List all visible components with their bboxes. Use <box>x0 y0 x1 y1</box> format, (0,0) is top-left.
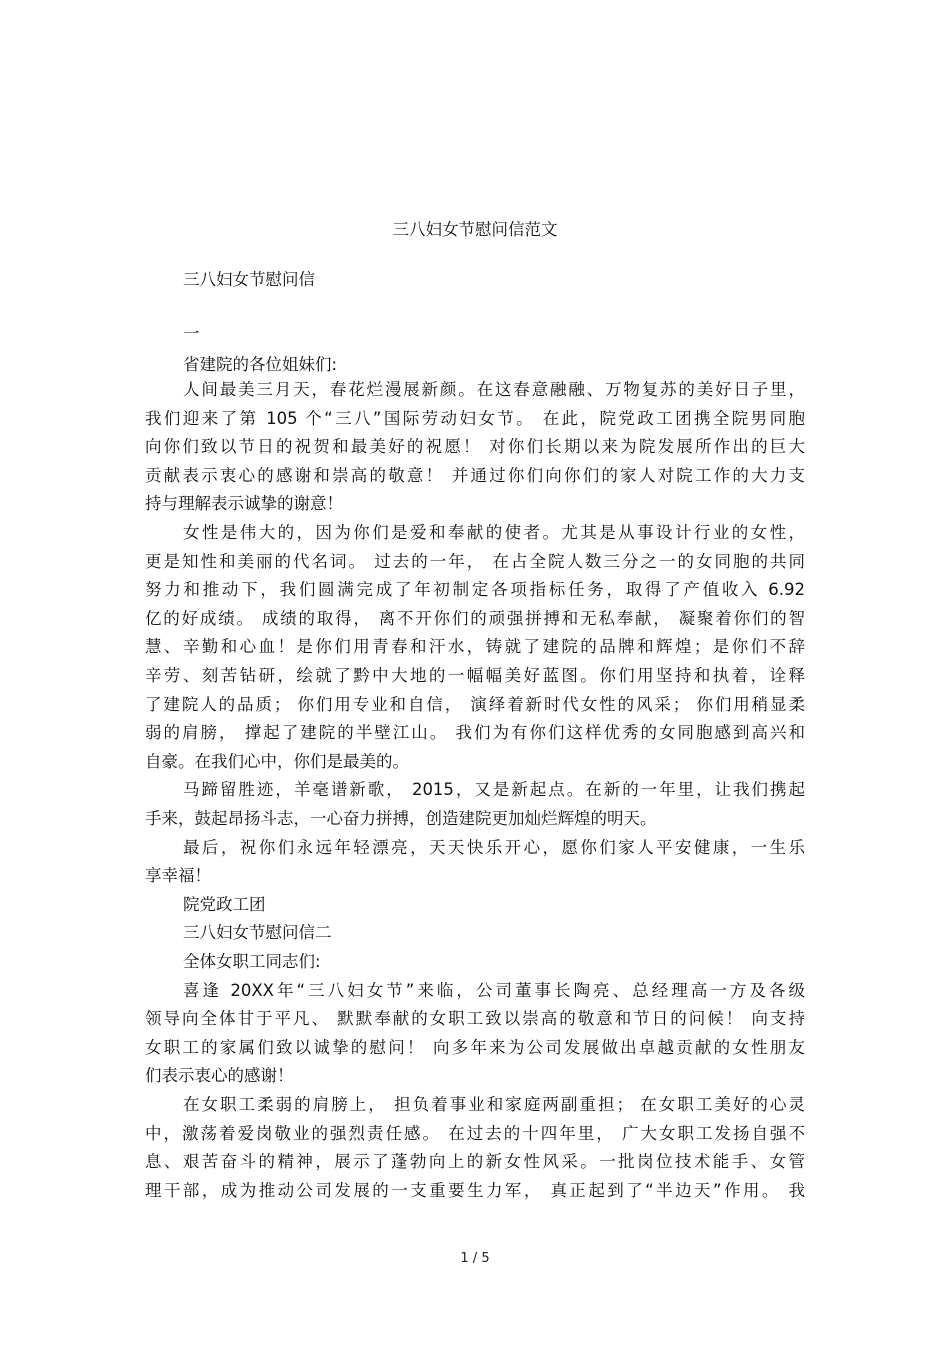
greeting-line: 省建院的各位姐妹们: <box>183 355 338 374</box>
section-mark: 一 <box>183 324 200 343</box>
body-line: 院党政工团 <box>183 894 266 914</box>
body-line: 们表示衷心的感谢！ <box>145 1066 294 1086</box>
body-line: 辛劳、刻苦钻研，绘就了黔中大地的一幅幅美好蓝图。你们用坚持和执着，诠释 <box>145 666 805 685</box>
body-line: 最后，祝你们永远年轻漂亮，天天快乐开心，愿你们家人平安健康，一生乐 <box>183 837 805 857</box>
body-line: 了建院人的品质； 你们用专业和自信， 演绎着新时代女性的风采； 你们用稍显柔 <box>145 694 805 714</box>
body-line: 马蹄留胜迹，羊毫谱新歌， 2015，又是新起点。在新的一年里，让我们携起 <box>183 780 805 800</box>
body-line: 三八妇女节慰问信二 <box>183 923 332 943</box>
body-line: 亿的好成绩。 成绩的取得， 离不开你们的顽强拼搏和无私奉献， 凝聚着你们的智 <box>145 608 805 628</box>
document-title: 三八妇女节慰问信范文 <box>392 220 558 239</box>
body-line: 我们迎来了第 105 个“三八”国际劳动妇女节。 在此，院党政工团携全院男同胞 <box>145 408 805 428</box>
body-line: 努力和推动下，我们圆满完成了年初制定各项指标任务，取得了产值收入 6.92 <box>145 580 805 600</box>
page-number: 1 / 5 <box>460 1251 490 1266</box>
body-line: 女性是伟大的，因为你们是爱和奉献的使者。尤其是从事设计行业的女性， <box>183 523 805 542</box>
body-line: 更是知性和美丽的代名词。 过去的一年， 在占全院人数三分之一的女同胞的共同 <box>145 551 805 571</box>
body-line: 手来，鼓起昂扬斗志，一心奋力拼搏，创造建院更加灿烂辉煌的明天。 <box>145 809 657 828</box>
body-line: 贡献表示衷心的感谢和崇高的敬意！ 并通过你们向你们的家人对院工作的大力支 <box>145 465 805 485</box>
body-line: 自豪。在我们心中，你们是最美的。 <box>145 751 409 771</box>
body-line: 中，激荡着爱岗敬业的强烈责任感。 在过去的十四年里， 广大女职工发扬自强不 <box>145 1123 805 1143</box>
body-line: 女职工的家属们致以诚挚的慰问！ 向多年来为公司发展做出卓越贡献的女性朋友 <box>145 1037 805 1057</box>
body-line: 慧、辛勤和心血！是你们用青春和汗水，铸就了建院的品牌和辉煌；是你们不辞 <box>145 637 805 657</box>
body-line: 向你们致以节日的祝贺和最美好的祝愿！ 对你们长期以来为院发展所作出的巨大 <box>145 437 805 457</box>
letter-subtitle: 三八妇女节慰问信 <box>183 270 315 289</box>
body-line: 弱的肩膀， 撑起了建院的半壁江山。 我们为有你们这样优秀的女同胞感到高兴和 <box>145 723 805 743</box>
body-line: 息、艰苦奋斗的精神，展示了蓬勃向上的新女性风采。一批岗位技术能手、女管 <box>145 1152 805 1172</box>
body-line: 人间最美三月天，春花烂漫展新颜。在这春意融融、万物复苏的美好日子里， <box>183 380 805 399</box>
body-line: 喜逢 20XX年“三八妇女节”来临，公司董事长陶亮、总经理高一方及各级 <box>183 980 805 1000</box>
body-line: 在女职工柔弱的肩膀上， 担负着事业和家庭两副重担； 在女职工美好的心灵 <box>183 1095 805 1114</box>
body-line: 享幸福！ <box>145 866 211 886</box>
body-line: 理干部，成为推动公司发展的一支重要生力军， 真正起到了“半边天”作用。 我 <box>145 1180 805 1200</box>
body-line: 持与理解表示诚挚的谢意！ <box>145 494 343 514</box>
body-line: 全体女职工同志们: <box>183 952 321 971</box>
body-line: 领导向全体甘于平凡、 默默奉献的女职工致以崇高的敬意和节日的问候！ 向支持 <box>145 1009 805 1029</box>
